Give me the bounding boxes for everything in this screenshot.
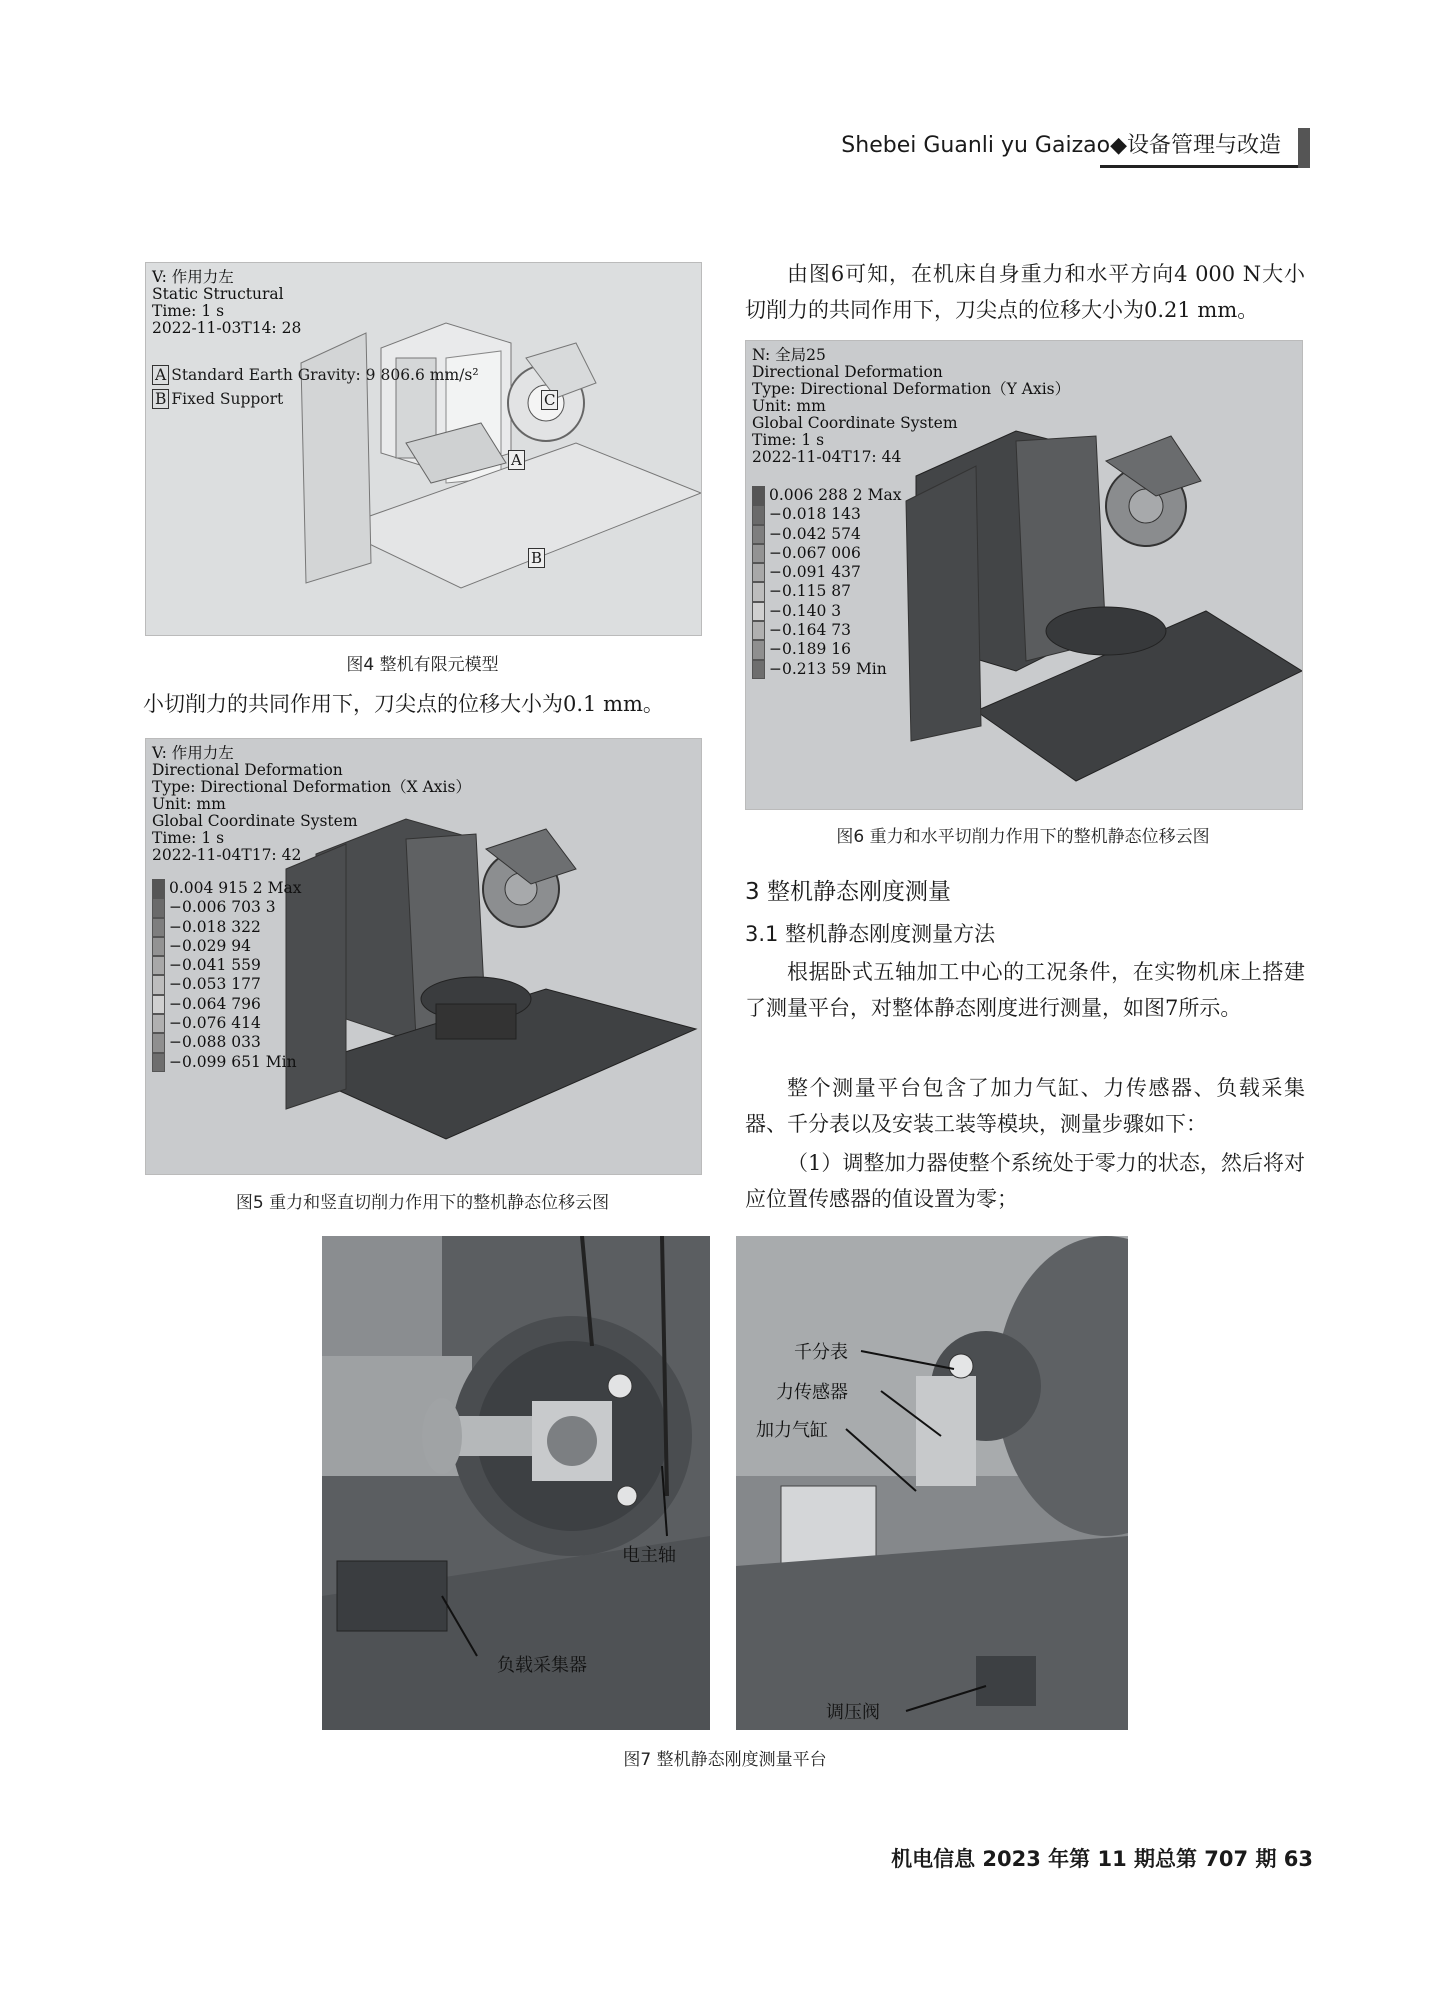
paragraph-2: 整个测量平台包含了加力气缸、力传感器、负载采集器、千分表以及安装工装等模块，测量步骤如下：	[745, 1076, 1305, 1136]
legend-swatch	[752, 640, 765, 659]
photo-left	[322, 1236, 710, 1730]
legend-entry	[152, 918, 301, 937]
legend-label: −0.164 73	[769, 621, 852, 640]
legend-swatch	[152, 918, 165, 937]
legend-label: −0.099 651 Min	[169, 1052, 297, 1071]
load-b-tag: B	[152, 389, 169, 409]
legend-label: −0.041 559	[169, 956, 261, 975]
fig7-caption: 图7 整机静态刚度测量平台	[623, 1750, 827, 1770]
legend-label: −0.053 177	[169, 975, 261, 994]
figure-7	[322, 1236, 1128, 1730]
fig5-legend	[152, 879, 301, 1072]
legend-swatch	[752, 602, 765, 621]
label-micrometer: 千分表	[794, 1342, 848, 1363]
fig6-info: N: 全局25 Directional Deformation Type: Directional Deformation（Y Axis） Unit: mm Global Coordinate System Time: 1 s 2022-11-04T17: 44	[752, 346, 1071, 466]
legend-label: −0.029 94	[169, 936, 252, 955]
legend-entry	[152, 995, 301, 1014]
legend-entry	[152, 1014, 301, 1033]
fig4-load-b	[152, 389, 283, 409]
legend-label: −0.064 796	[169, 994, 261, 1013]
fig5-info: V: 作用力左 Directional Deformation Type: Directional Deformation（X Axis） Unit: mm Global Coordinate System Time: 1 s 2022-11-04T17: 42	[152, 744, 471, 864]
marker-b: B	[528, 548, 545, 568]
header-rule	[1100, 165, 1310, 168]
legend-swatch	[752, 582, 765, 601]
label-pressure-valve: 调压阀	[826, 1702, 880, 1723]
legend-entry	[152, 937, 301, 956]
legend-swatch	[752, 486, 765, 505]
fig4-info: V: 作用力左 Static Structural Time: 1 s 2022-11-03T14: 28	[152, 268, 302, 337]
legend-swatch	[152, 995, 165, 1014]
legend-label: −0.042 574	[769, 524, 861, 543]
legend-swatch	[152, 1033, 165, 1052]
legend-swatch	[752, 660, 765, 679]
legend-swatch	[152, 1014, 165, 1033]
header-bar	[1298, 128, 1310, 168]
paragraph-1: 根据卧式五轴加工中心的工况条件，在实物机床上搭建了测量平台，对整体静态刚度进行测量，如图7所示。	[745, 960, 1305, 1020]
fig6-caption: 图6 重力和水平切削力作用下的整机静态位移云图	[836, 827, 1210, 847]
legend-entry	[152, 879, 301, 898]
figure-5-image	[145, 738, 702, 1175]
fig4-load-a	[152, 365, 479, 385]
legend-label: −0.213 59 Min	[769, 659, 887, 678]
legend-entry	[752, 544, 901, 563]
legend-entry	[152, 975, 301, 994]
left-continued-text: 小切削力的共同作用下，刀尖点的位移大小为0.1 mm。	[143, 692, 664, 716]
legend-label: −0.018 143	[769, 505, 861, 524]
legend-label: −0.088 033	[169, 1033, 261, 1052]
legend-label: −0.018 322	[169, 917, 261, 936]
label-force-sensor: 力传感器	[776, 1382, 848, 1403]
legend-swatch	[152, 956, 165, 975]
legend-swatch	[752, 505, 765, 524]
legend-entry	[752, 621, 901, 640]
legend-label: −0.115 87	[769, 582, 852, 601]
load-a-tag: A	[152, 365, 169, 385]
legend-swatch	[752, 544, 765, 563]
photo-right-drawing	[736, 1236, 1128, 1730]
marker-a: A	[508, 450, 525, 470]
legend-swatch	[152, 879, 165, 898]
legend-entry	[752, 640, 901, 659]
legend-label: 0.006 288 2 Max	[769, 486, 902, 504]
label-cylinder: 加力气缸	[756, 1420, 828, 1441]
legend-swatch	[752, 525, 765, 544]
legend-entry	[752, 582, 901, 601]
legend-label: −0.076 414	[169, 1014, 261, 1033]
legend-entry	[152, 1053, 301, 1072]
legend-label: −0.140 3	[769, 601, 842, 620]
legend-label: −0.067 006	[769, 543, 861, 562]
legend-entry	[752, 602, 901, 621]
legend-swatch	[752, 563, 765, 582]
legend-swatch	[152, 975, 165, 994]
legend-label: 0.004 915 2 Max	[169, 879, 302, 897]
legend-entry	[152, 898, 301, 917]
right-intro-paragraph: 由图6可知，在机床自身重力和水平方向4 000 N大小切削力的共同作用下，刀尖点的位移大小为0.21 mm。	[745, 262, 1305, 322]
legend-entry	[752, 486, 901, 505]
legend-entry	[152, 956, 301, 975]
legend-entry	[752, 660, 901, 679]
fig5-caption: 图5 重力和竖直切削力作用下的整机静态位移云图	[235, 1193, 610, 1213]
section-3-heading: 3 整机静态刚度测量	[745, 879, 951, 905]
figure-4-image	[145, 262, 702, 636]
legend-entry	[752, 563, 901, 582]
marker-c: C	[541, 390, 558, 410]
legend-label: −0.189 16	[769, 640, 852, 659]
legend-label: −0.006 703 3	[169, 898, 276, 917]
legend-entry	[152, 1033, 301, 1052]
label-spindle: 电主轴	[622, 1545, 676, 1566]
section-3-1-heading: 3.1 整机静态刚度测量方法	[745, 922, 996, 946]
legend-swatch	[152, 898, 165, 917]
figure-6-image	[745, 340, 1303, 810]
page-footer: 机电信息 2023 年第 11 期总第 707 期 63	[891, 1847, 1313, 1871]
legend-label: −0.091 437	[769, 563, 861, 582]
fig4-caption: 图4 整机有限元模型	[346, 655, 499, 675]
legend-swatch	[152, 937, 165, 956]
legend-entry	[752, 525, 901, 544]
photo-right	[736, 1236, 1128, 1730]
legend-swatch	[752, 621, 765, 640]
running-header: Shebei Guanli yu Gaizao◆设备管理与改造	[841, 133, 1281, 158]
paragraph-3: （1）调整加力器使整个系统处于零力的状态，然后将对应位置传感器的值设置为零；	[745, 1151, 1305, 1211]
label-load-collector: 负载采集器	[497, 1655, 587, 1676]
load-a-label: Standard Earth Gravity: 9 806.6 mm/s²	[171, 366, 479, 384]
load-b-label: Fixed Support	[171, 390, 284, 408]
fig6-legend	[752, 486, 901, 679]
legend-swatch	[152, 1053, 165, 1072]
legend-entry	[752, 505, 901, 524]
